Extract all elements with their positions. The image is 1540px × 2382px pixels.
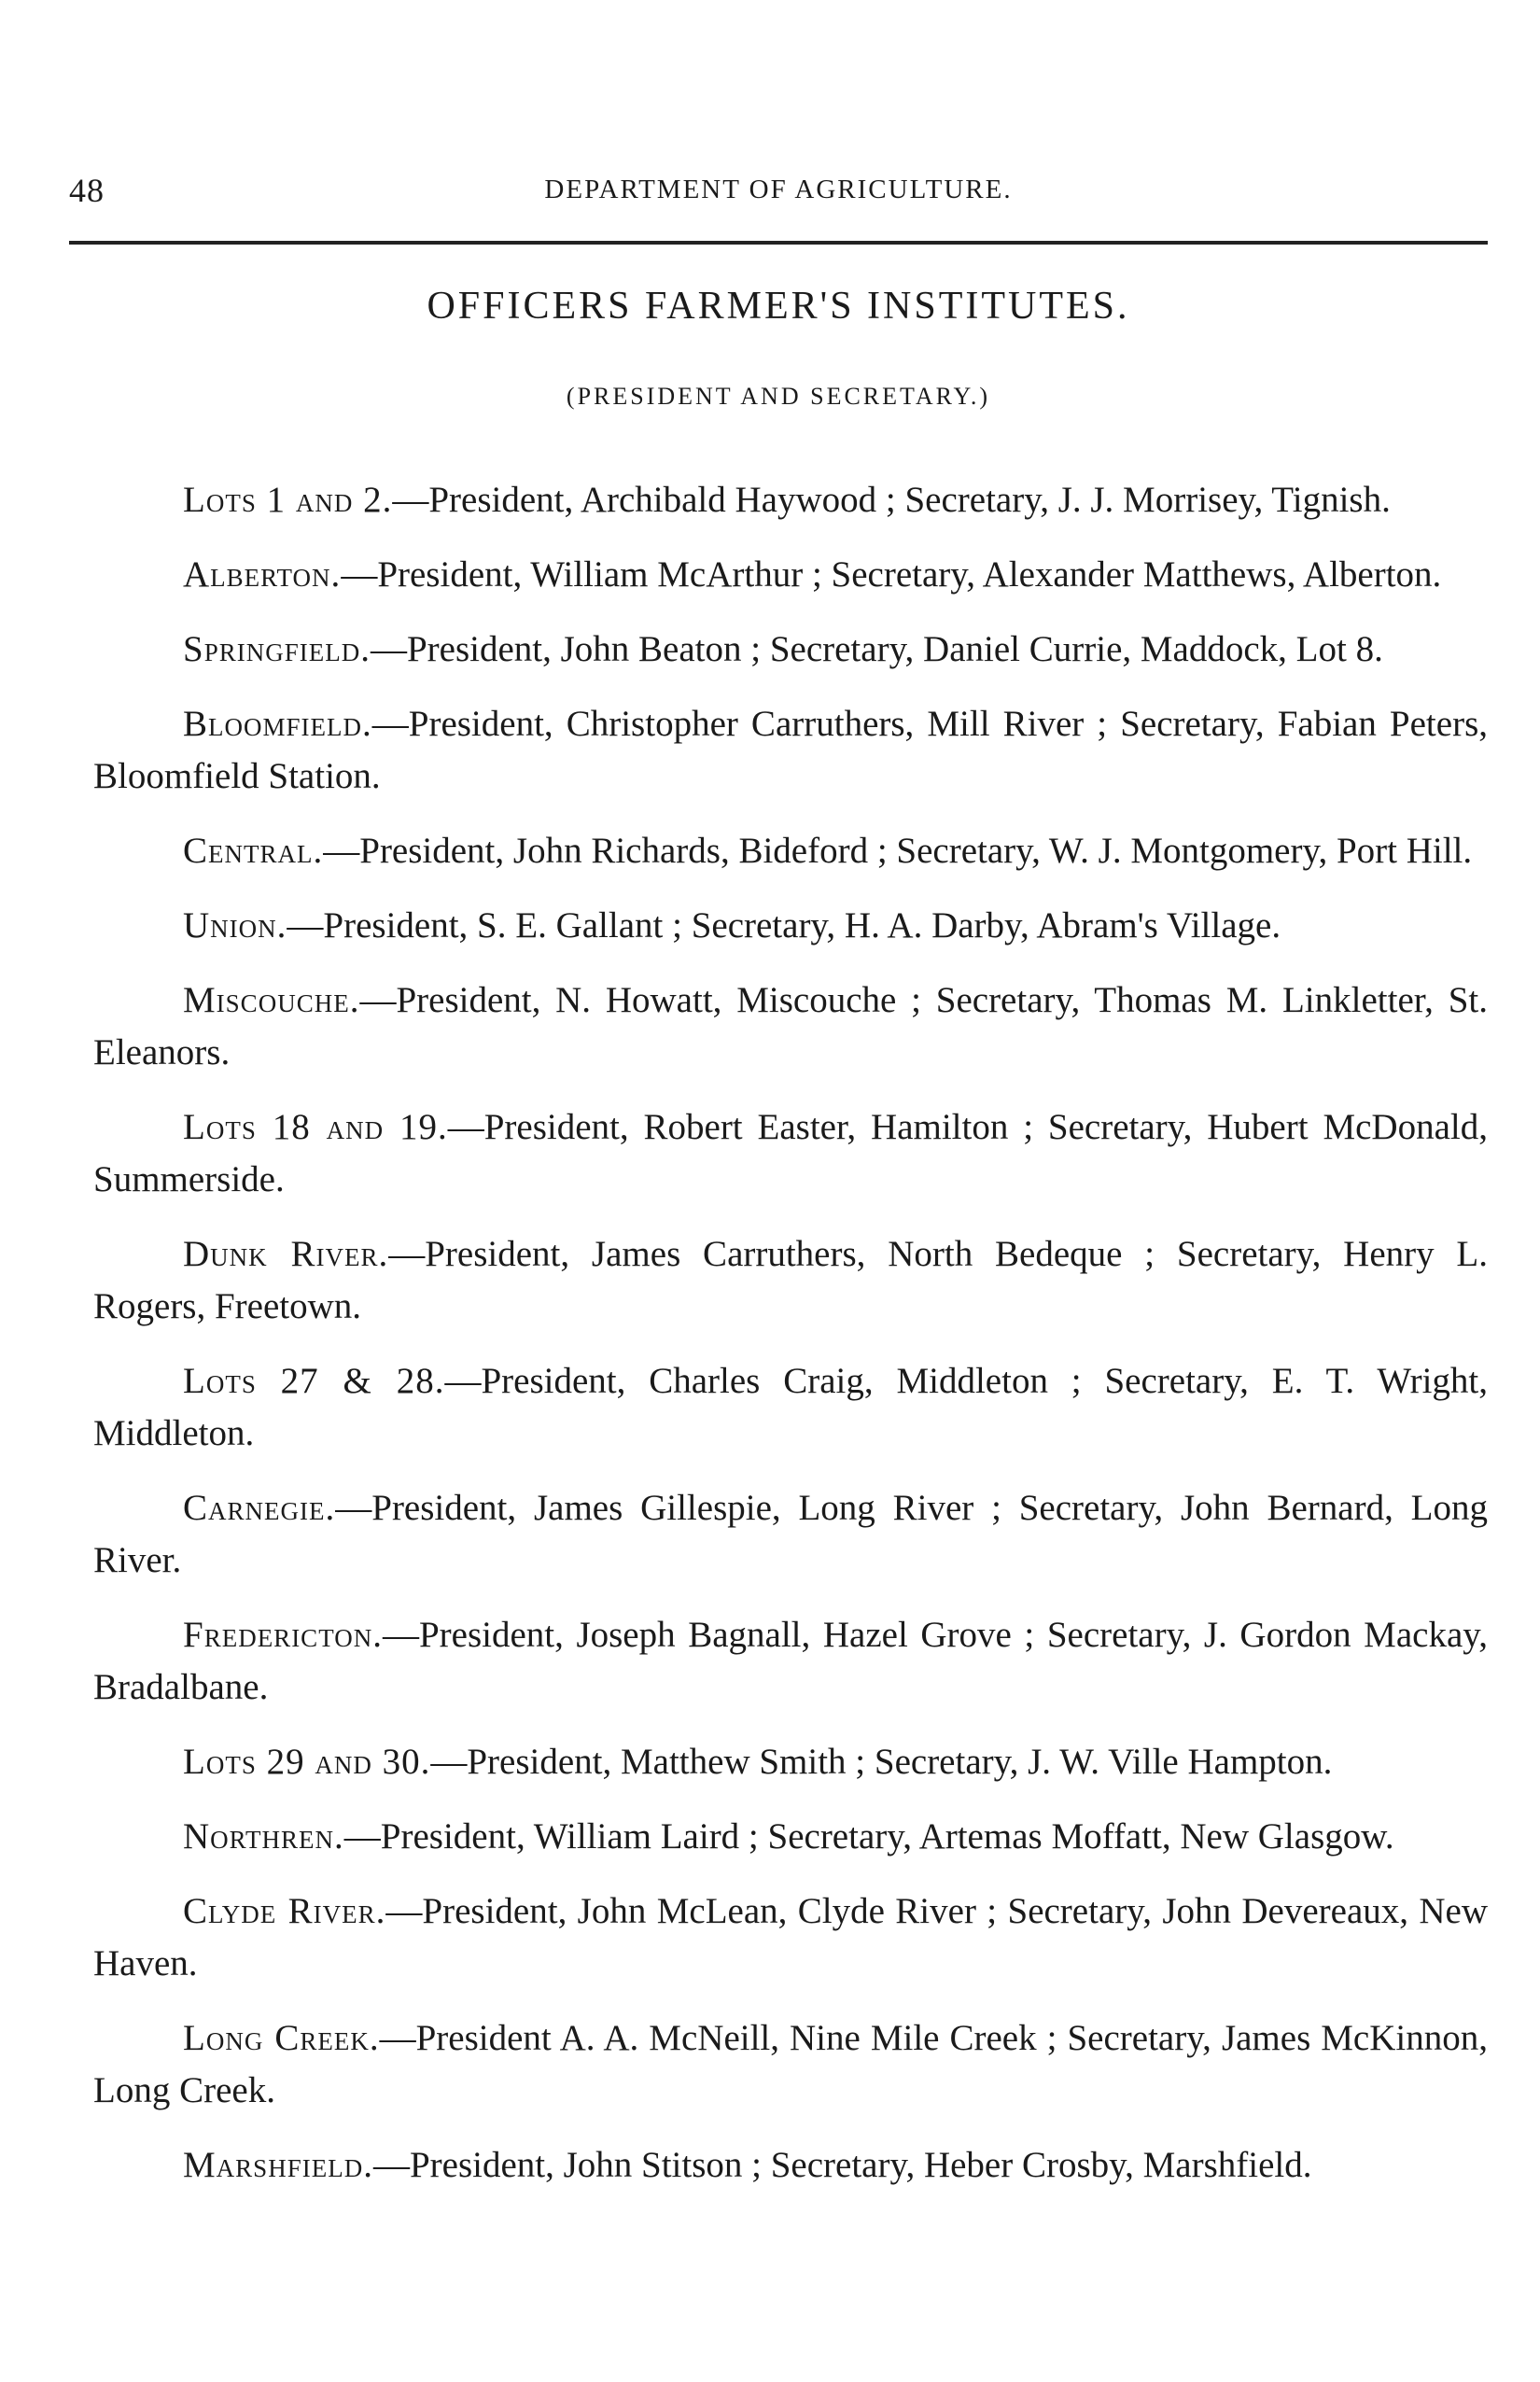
- institute-name: Union.: [183, 905, 287, 946]
- institute-entry: [93, 1101, 1488, 1206]
- officers-text: —President, James Carruthers, North Bedeque ; Secretary, Henry L. Rogers, Freetown.: [93, 1234, 1488, 1326]
- institute-name: Central.: [183, 831, 324, 871]
- institute-entry: [93, 974, 1488, 1079]
- running-head: DEPARTMENT OF AGRICULTURE.: [544, 175, 1013, 204]
- institute-name: Lots 1 and 2.: [183, 480, 393, 520]
- institute-name: Lots 18 and 19.: [183, 1107, 448, 1147]
- officers-text: —President, James Gillespie, Long River ; Secretary, John Bernard, Long River.: [93, 1488, 1488, 1580]
- institute-entry: [93, 698, 1488, 803]
- institute-entry: [93, 1355, 1488, 1460]
- institute-name: Fredericton.: [183, 1615, 383, 1655]
- officers-text: —President, Matthew Smith ; Secretary, J. W. Ville Hampton.: [430, 1742, 1333, 1782]
- officers-text: —President, Joseph Bagnall, Hazel Grove ; Secretary, J. Gordon Mackay, Bradalbane.: [93, 1615, 1488, 1707]
- officers-text: —President, John McLean, Clyde River ; Secretary, John Devereaux, New Haven.: [93, 1891, 1489, 1983]
- institute-entry: [93, 1609, 1488, 1714]
- institute-entry: [93, 2139, 1488, 2192]
- institute-name: Bloomfield.: [183, 704, 372, 744]
- officers-text: —President, John Beaton ; Secretary, Daniel Currie, Maddock, Lot 8.: [370, 629, 1383, 669]
- page-header: [69, 171, 1488, 216]
- institute-name: Lots 29 and 30.: [183, 1742, 431, 1782]
- institute-name: Carnegie.: [183, 1488, 336, 1528]
- officers-text: —President A. A. McNeill, Nine Mile Creek ; Secretary, James McKinnon, Long Creek.: [93, 2018, 1488, 2110]
- institute-name: Miscouche.: [183, 980, 360, 1020]
- institute-name: Clyde River.: [183, 1891, 386, 1931]
- officers-text: —President, Robert Easter, Hamilton ; Secretary, Hubert McDonald, Summerside.: [93, 1107, 1488, 1199]
- institute-entry: [93, 900, 1488, 952]
- institute-entry: [93, 1885, 1488, 1990]
- institute-name: Alberton.: [183, 554, 342, 595]
- institute-entry: [93, 624, 1488, 676]
- officers-text: —President, John Richards, Bideford ; Secretary, W. J. Montgomery, Port Hill.: [323, 831, 1473, 871]
- institute-entry: [93, 1228, 1488, 1333]
- section-subtitle: (PRESIDENT AND SECRETARY.): [566, 383, 991, 410]
- officers-text: —President, William McArthur ; Secretary, Alexander Matthews, Alberton.: [341, 554, 1442, 595]
- officers-text: —President, N. Howatt, Miscouche ; Secretary, Thomas M. Linkletter, St. Eleanors.: [93, 980, 1488, 1072]
- officers-text: —President, William Laird ; Secretary, Artemas Moffatt, New Glasgow.: [343, 1816, 1394, 1857]
- header-rule: [69, 241, 1488, 245]
- institute-name: Lots 27 & 28.: [183, 1361, 445, 1401]
- officers-text: —President, John Stitson ; Secretary, Heber Crosby, Marshfield.: [372, 2145, 1312, 2185]
- officers-text: —President, Charles Craig, Middleton ; Secretary, E. T. Wright, Middleton.: [93, 1361, 1488, 1453]
- institute-entry: [93, 1811, 1488, 1863]
- entries-list: [93, 474, 1488, 2214]
- institute-entry: [93, 549, 1488, 601]
- institute-name: Marshfield.: [183, 2145, 373, 2185]
- institute-entry: [93, 474, 1488, 526]
- institute-name: Long Creek.: [183, 2018, 380, 2058]
- institute-entry: [93, 1482, 1488, 1587]
- institute-name: Springfield.: [183, 629, 371, 669]
- officers-text: —President, Archibald Haywood ; Secretary, J. J. Morrisey, Tignish.: [392, 480, 1391, 520]
- officers-text: —President, Christopher Carruthers, Mill River ; Secretary, Fabian Peters, Bloomfield Station.: [93, 704, 1488, 796]
- institute-name: Dunk River.: [183, 1234, 389, 1274]
- officers-text: —President, S. E. Gallant ; Secretary, H. A. Darby, Abram's Village.: [287, 905, 1281, 946]
- institute-name: Northren.: [183, 1816, 344, 1857]
- institute-entry: [93, 1736, 1488, 1788]
- institute-entry: [93, 825, 1488, 877]
- page-number: 48: [69, 172, 105, 209]
- section-title: OFFICERS FARMER'S INSTITUTES.: [427, 285, 1130, 328]
- institute-entry: [93, 2012, 1488, 2117]
